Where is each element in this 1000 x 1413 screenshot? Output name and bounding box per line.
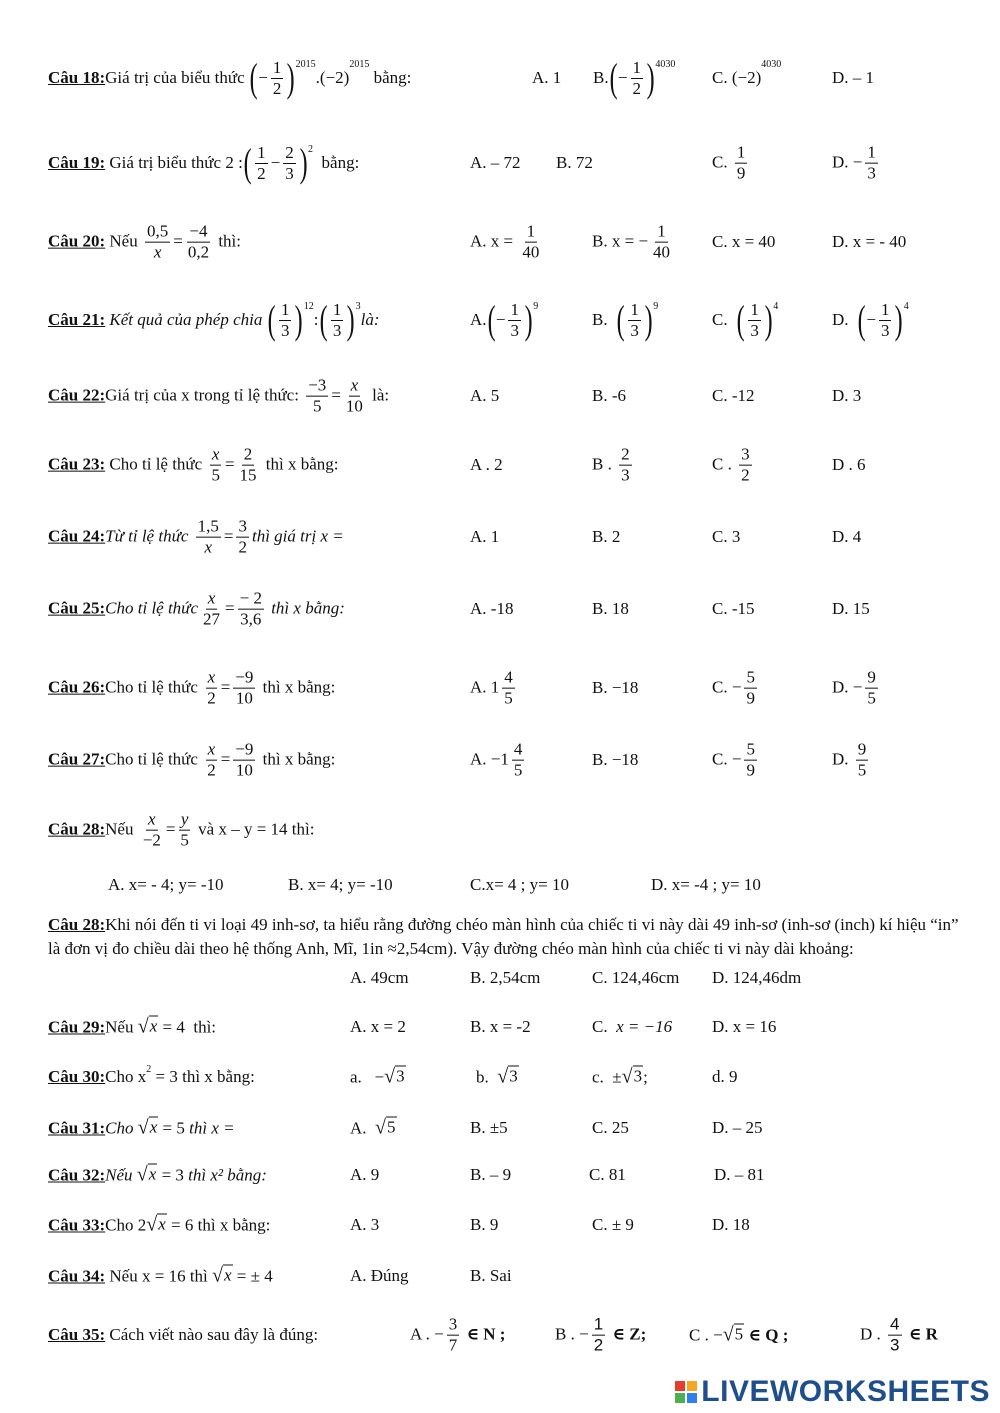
option-c[interactable]: C . $\frac{3}{2}$ (712, 444, 750, 485)
option-a[interactable]: A. – 72 (470, 153, 521, 172)
question-label: Câu 30: (48, 1067, 106, 1086)
option-d[interactable]: D. 124,46dm (712, 968, 802, 987)
question-34: Câu 34: Nếu x = 16 thì √ x = ± 4 A. Đúng B. Sai (48, 1264, 512, 1287)
option-d[interactable]: D. 18 (712, 1215, 750, 1234)
option-d[interactable]: D. – 81 (714, 1165, 765, 1184)
option-a[interactable]: a. − √ 3 (350, 1065, 405, 1088)
option-b[interactable]: B. 9 (470, 1215, 499, 1234)
option-b[interactable]: B. – 9 (470, 1165, 512, 1184)
question-label: Câu 19: (48, 153, 106, 172)
question-label: Câu 20: (48, 232, 106, 251)
question-label: Câu 27: (48, 750, 106, 769)
option-b[interactable]: B. −18 (592, 750, 639, 769)
option-c[interactable]: c. ± √ 3 ; (592, 1065, 648, 1088)
question-label: Câu 22: (48, 386, 106, 405)
option-d[interactable]: D. x = 16 (712, 1017, 777, 1036)
question-20: Câu 20: Nếu $\frac{0,5}{x}$ = $\frac{-4}{0,2}$ thì: A. x = $\frac{1}{40}$ B. x = − $\frac{1}{40}$ C. x = 40 D. x = - 40 (48, 221, 907, 262)
option-c[interactable]: C. ± 9 (592, 1215, 634, 1234)
option-b[interactable]: B. 18 (592, 599, 629, 618)
question-label: Câu 21: (48, 310, 106, 329)
option-b[interactable]: B. x = − $\frac{1}{40}$ (592, 221, 671, 262)
option-d[interactable]: D . $\frac{4}{3}$ ∈ R (860, 1314, 938, 1355)
option-b[interactable]: B. −18 (592, 678, 639, 697)
liveworksheets-logo: LIVEWORKSHEETS (675, 1375, 990, 1409)
option-c[interactable]: C. 3 (712, 527, 741, 546)
question-18: Câu 18: Giá trị của biểu thức ( − $\frac{1}{2}$ ) $^{2015}$ .(−2) $^{2015}$ bằng: A. 1 B. ( − $\frac{1}{2}$ ) $^{4030}$ C. (−2) $^{4030}$ D. – 1 (48, 55, 875, 100)
question-27: Câu 27: Cho tỉ lệ thức $\frac{x}{2}$ = $\frac{-9}{10}$ thì x bằng: A. −1 $\frac{4}{5}$ B. −18 C. − $\frac{5}{9}$ D. $\frac{9}{5}$ (48, 730, 960, 790)
option-b[interactable]: B. 2,54cm (470, 968, 541, 987)
option-b[interactable]: B. ±5 (470, 1118, 508, 1137)
option-b[interactable]: B. ( − $\frac{1}{2}$ ) $^{4030}$ (593, 55, 676, 100)
question-33: Câu 33: Cho 2 √ x = 6 thì x bằng: A. 3 B. 9 C. ± 9 D. 18 (48, 1213, 750, 1236)
question-label: Câu 34: (48, 1266, 106, 1285)
option-a[interactable]: A. 1 (532, 68, 562, 87)
question-label: Câu 25: (48, 599, 106, 618)
option-a[interactable]: A. x = $\frac{1}{40}$ (470, 221, 540, 262)
option-b[interactable]: B. x = -2 (470, 1017, 531, 1036)
option-b[interactable]: B. ( $\frac{1}{3}$ ) $^9$ (592, 297, 659, 342)
question-label: Câu 28: (48, 915, 106, 934)
question-label: Câu 18: (48, 68, 106, 87)
question-label: Câu 33: (48, 1215, 106, 1234)
option-a[interactable]: A . − $\frac{3}{7}$ ∈ N ; (410, 1314, 506, 1355)
option-d[interactable]: D . 6 (832, 455, 866, 474)
option-c[interactable]: C. 25 (592, 1118, 629, 1137)
option-b[interactable]: B. 72 (556, 153, 593, 172)
option-a[interactable]: A. 1 (470, 527, 500, 546)
option-c[interactable]: C. (−2) $^{4030}$ (712, 58, 782, 87)
option-d[interactable]: d. 9 (712, 1067, 738, 1086)
option-a[interactable]: A. √ 5 (350, 1116, 396, 1139)
question-label: Câu 29: (48, 1017, 106, 1036)
logo-mark-icon (675, 1381, 697, 1403)
option-a[interactable]: A. 1 $\frac{4}{5}$ (470, 667, 513, 708)
option-d[interactable]: D. 3 (832, 386, 862, 405)
option-d[interactable]: D. − $\frac{9}{5}$ (832, 667, 876, 708)
option-b[interactable]: B . $\frac{2}{3}$ (592, 444, 630, 485)
option-b[interactable]: b. √ 3 (476, 1065, 518, 1088)
option-b[interactable]: B . − $\frac{1}{2}$ ∈ Z; (555, 1314, 647, 1355)
option-c[interactable]: C. -12 (712, 386, 755, 405)
option-b[interactable]: B. Sai (470, 1266, 512, 1285)
question-label: Câu 32: (48, 1165, 106, 1184)
option-d[interactable]: D. x= -4 ; y= 10 (651, 875, 761, 894)
question-label: Câu 23: (48, 455, 106, 474)
question-24: Câu 24: Từ tỉ lệ thức $\frac{1,5}{x}$ = $\frac{3}{2}$ thì giá trị x = A. 1 B. 2 C. 3 D. 4 (48, 516, 862, 557)
option-c[interactable]: C. x = −16 (592, 1017, 673, 1036)
question-label: Câu 28: (48, 820, 106, 839)
option-c[interactable]: C. 81 (589, 1165, 626, 1184)
question-25: Câu 25: Cho tỉ lệ thức $\frac{x}{27}$ = $\frac{- 2}{3,6}$ thì x bằng: A. -18 B. 18 C. -15 D. 15 (48, 588, 870, 629)
question-22: Câu 22: Giá trị của x trong tỉ lệ thức: $\frac{-3}{5}$ = $\frac{x}{10}$ là: A. 5 B. -6 C. -12 D. 3 (48, 375, 862, 416)
option-d[interactable]: D. 15 (832, 599, 870, 618)
option-a[interactable]: A . 2 (470, 455, 503, 474)
option-d[interactable]: D. – 1 (832, 68, 875, 87)
option-c[interactable]: C. − $\frac{5}{9}$ (712, 739, 755, 780)
option-a[interactable]: A. x= - 4; y= -10 (108, 875, 224, 894)
option-c[interactable]: C. 124,46cm (592, 968, 680, 987)
option-c[interactable]: C. ( $\frac{1}{3}$ ) $^4$ (712, 297, 779, 342)
option-a[interactable]: A. 9 (350, 1165, 380, 1184)
option-a[interactable]: A. 5 (470, 386, 500, 405)
option-a[interactable]: A. Đúng (350, 1266, 409, 1285)
question-30: Câu 30: Cho x $^2$ = 3 thì x bằng: a. − √ 3 b. √ 3 c. ± √ 3 ; d. 9 (48, 1063, 738, 1088)
option-a[interactable]: A. 49cm (350, 968, 409, 987)
question-28b-options (48, 966, 960, 990)
question-31: Câu 31: Cho √ x = 5 thì x = A. √ 5 B. ±5 C. 25 D. – 25 (48, 1116, 763, 1139)
option-d[interactable]: D. – 25 (712, 1118, 763, 1137)
option-d[interactable]: D. − $\frac{1}{3}$ (832, 142, 876, 183)
question-label: Câu 26: (48, 678, 106, 697)
option-d[interactable]: D. x = - 40 (832, 232, 907, 251)
question-23: Câu 23: Cho tỉ lệ thức $\frac{x}{5}$ = $\frac{2}{15}$ thì x bằng: A . 2 B . $\frac{2}{3}$ C . $\frac{3}{2}$ D . 6 (48, 444, 866, 485)
question-26: Câu 26: Cho tỉ lệ thức $\frac{x}{2}$ = $\frac{-9}{10}$ thì x bằng: A. 1 $\frac{4}{5}$ B. −18 C. − $\frac{5}{9}$ D. − $\frac{9}{5}$ (48, 658, 960, 718)
option-c[interactable]: C . − √ 5 ∈ Q ; (689, 1323, 789, 1346)
question-21: Câu 21: Kết quả của phép chia ( $\frac{1}{3}$ ) $^{12}$ : ( $\frac{1}{3}$ ) $^3$ là: A. ( − $\frac{1}{3}$ ) $^9$ B. ( $\frac{1}{3}$ ) $^9$ C. ( $\frac{1}{3}$ ) $^4$ D. ( − $\frac{1}{3}$ ) $^4$ (48, 297, 909, 342)
question-35: Câu 35: Cách viết nào sau đây là đúng: A . − $\frac{3}{7}$ ∈ N ; B . − $\frac{1}{2}$ ∈ Z; C . − √ 5 ∈ Q ; D . $\frac{4}{3}$ ∈ R (48, 1314, 938, 1355)
option-c[interactable]: C. -15 (712, 599, 755, 618)
question-label: Câu 31: (48, 1118, 106, 1137)
option-a[interactable]: A. x = 2 (350, 1017, 406, 1036)
option-d[interactable]: D. ( − $\frac{1}{3}$ ) $^4$ (832, 297, 909, 342)
option-d[interactable]: D. 4 (832, 527, 862, 546)
question-32: Câu 32: Nếu √ x = 3 thì x² bằng: A. 9 B. – 9 C. 81 D. – 81 (48, 1163, 765, 1186)
question-label: Câu 35: (48, 1325, 106, 1344)
option-a[interactable]: A. 3 (350, 1215, 380, 1234)
option-a[interactable]: A. −1 $\frac{4}{5}$ (470, 739, 523, 780)
question-28: Câu 28: Nếu $\frac{x}{-2}$ = $\frac{y}{5}$ và x – y = 14 thì: (48, 809, 315, 850)
question-29: Câu 29: Nếu √ x = 4 thì: A. x = 2 B. x = -2 C. x = −16 D. x = 16 (48, 1015, 777, 1038)
question-label: Câu 24: (48, 527, 106, 546)
option-c[interactable]: C. $\frac{1}{9}$ (712, 142, 746, 183)
option-d[interactable]: D. $\frac{9}{5}$ (832, 739, 867, 780)
option-c[interactable]: C. x = 40 (712, 232, 776, 251)
option-b[interactable]: B. 2 (592, 527, 621, 546)
question-28b: Câu 28:Khi nói đến ti vi loại 49 inh-sơ, ta hiểu rằng đường chéo màn hình của chiếc ti vi này dài 49 inh-sơ (inh-sơ (inch) kí hiệu “in” là đơn vị đo chiều dài theo hệ thống Anh, Mĩ, 1in ≈2,54cm). Vậy đường chéo màn hình của chiếc ti vi này dài khoảng: (48, 915, 959, 958)
option-a[interactable]: A. -18 (470, 599, 514, 618)
question-19: Câu 19: Giá trị biểu thức 2 : ( $\frac{1}{2}$ − $\frac{2}{3}$ ) $^2$ bằng: A. – 72 B. 72 C. $\frac{1}{9}$ D. − $\frac{1}{3}$ (48, 133, 960, 193)
option-a[interactable]: A. ( − $\frac{1}{3}$ ) $^9$ (470, 297, 539, 342)
question-28-options (48, 870, 960, 900)
option-b[interactable]: B. x= 4; y= -10 (288, 875, 393, 894)
option-b[interactable]: B. -6 (592, 386, 626, 405)
option-c[interactable]: C. − $\frac{5}{9}$ (712, 667, 755, 708)
option-c[interactable]: C.x= 4 ; y= 10 (470, 875, 569, 894)
